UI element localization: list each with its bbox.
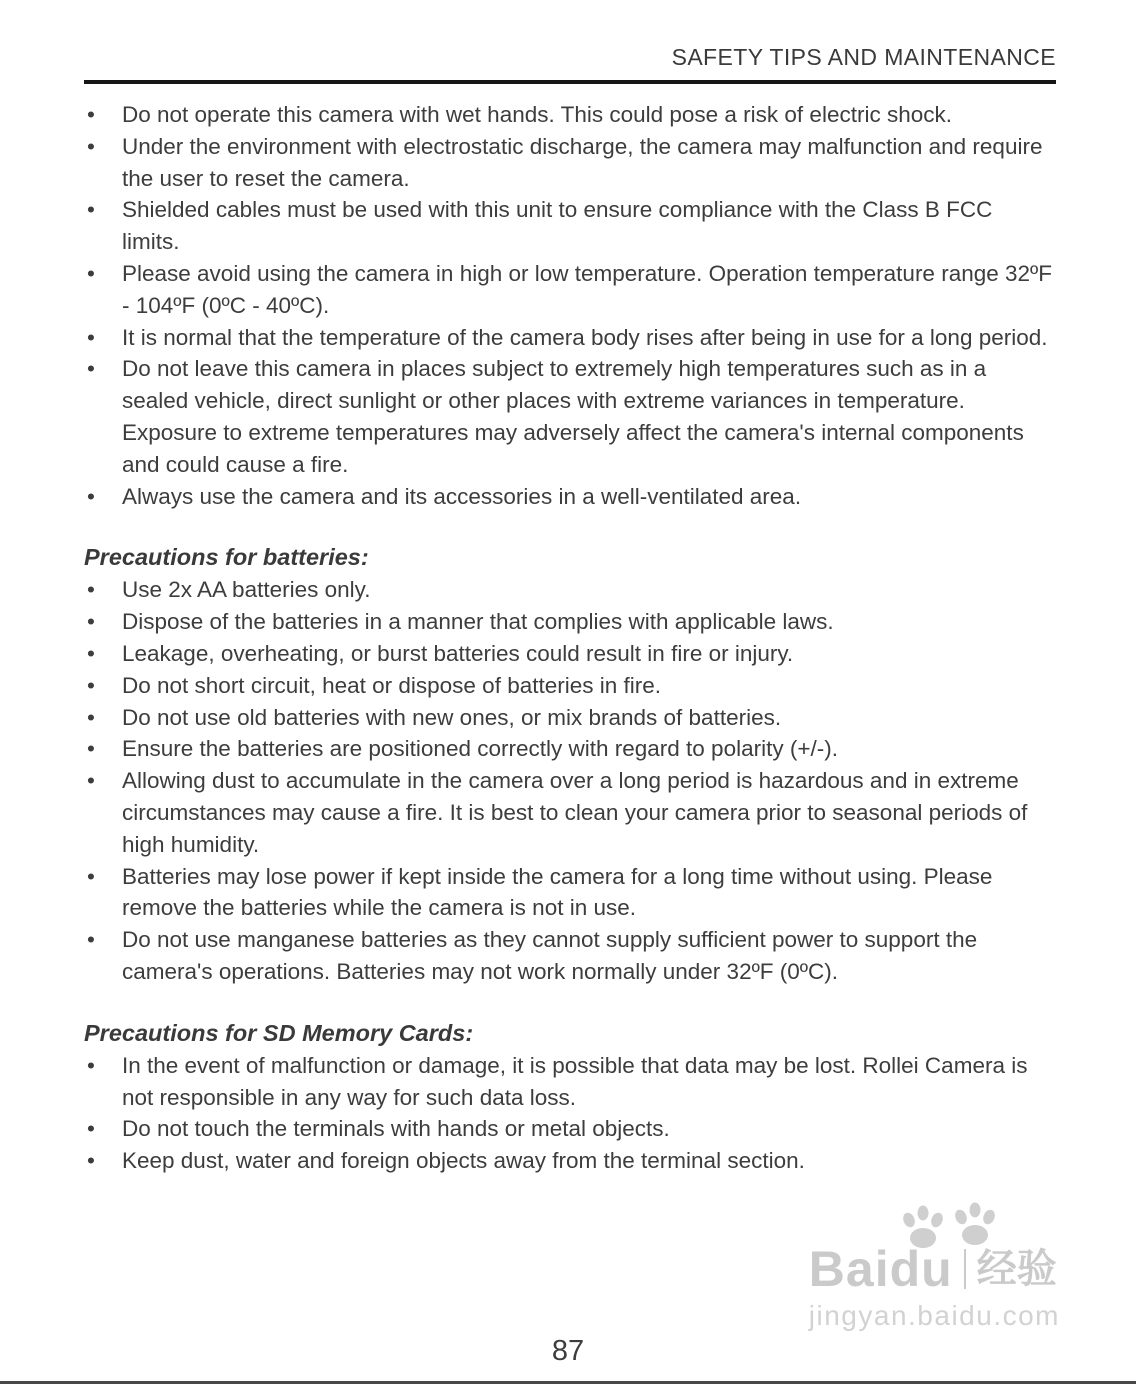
- bullet-item: • Ensure the batteries are positioned correctly with regard to polarity (+/-).: [84, 733, 1056, 765]
- bullet-item: • Do not short circuit, heat or dispose of batteries in fire.: [84, 670, 1056, 702]
- page-header-title: SAFETY TIPS AND MAINTENANCE: [671, 44, 1056, 70]
- bullet-item: • Please avoid using the camera in high or low temperature. Operation temperature range 32ºF - 104ºF (0ºC - 40ºC).: [84, 258, 1056, 322]
- bullet-item: • Allowing dust to accumulate in the camera over a long period is hazardous and in extreme circumstances may cause a fire. It is best to clean your camera prior to seasonal periods of high humidity.: [84, 765, 1056, 860]
- section-heading-sd-cards: Precautions for SD Memory Cards:: [84, 1019, 474, 1046]
- bullet-item: • Under the environment with electrostatic discharge, the camera may malfunction and require the user to reset the camera.: [84, 131, 1056, 195]
- watermark-brand-text: Baidu: [808, 1241, 953, 1297]
- page-number: 87: [551, 1335, 585, 1367]
- bullet-item: • Always use the camera and its accessories in a well-ventilated area.: [84, 481, 1056, 513]
- bullet-item: • Do not touch the terminals with hands or metal objects.: [84, 1113, 1056, 1145]
- watermark-text-row: [808, 1241, 1060, 1297]
- safety-tips-list: [84, 99, 1056, 512]
- sd-card-precautions-list: [84, 1050, 1056, 1177]
- bullet-item: • Do not use old batteries with new ones, or mix brands of batteries.: [84, 702, 1056, 734]
- bullet-item: • Shielded cables must be used with this unit to ensure compliance with the Class B FCC limits.: [84, 194, 1056, 258]
- bullet-item: • Do not use manganese batteries as they cannot supply sufficient power to support the camera's operations. Batteries may not work normally under 32ºF (0ºC).: [84, 924, 1056, 988]
- bullet-item: • In the event of malfunction or damage, it is possible that data may be lost. Rollei Camera is not responsible in any way for such data loss.: [84, 1050, 1056, 1114]
- bullet-item: • Batteries may lose power if kept inside the camera for a long time without using. Please remove the batteries while the camera is not in use.: [84, 861, 1056, 925]
- bullet-item: • Dispose of the batteries in a manner that complies with applicable laws.: [84, 606, 1056, 638]
- section-heading-batteries: Precautions for batteries:: [84, 544, 369, 571]
- watermark-divider: [964, 1249, 966, 1289]
- header-rule: [84, 80, 1056, 84]
- battery-precautions-list: [84, 574, 1056, 987]
- bullet-item: • It is normal that the temperature of the camera body rises after being in use for a long period.: [84, 322, 1056, 354]
- bullet-item: • Use 2x AA batteries only.: [84, 574, 1056, 606]
- bullet-item: • Keep dust, water and foreign objects away from the terminal section.: [84, 1145, 1056, 1177]
- bullet-item: • Do not operate this camera with wet hands. This could pose a risk of electric shock.: [84, 99, 1056, 131]
- bullet-item: • Do not leave this camera in places subject to extremely high temperatures such as in a sealed vehicle, direct sunlight or other places with extreme variances in temperature. Exposure to extreme temperatures may adversely affect the camera's internal components and could cause a fire.: [84, 353, 1056, 480]
- bullet-item: • Leakage, overheating, or burst batteries could result in fire or injury.: [84, 638, 1056, 670]
- watermark-cn-text: 经验: [976, 1247, 1057, 1291]
- baidu-watermark: [809, 1200, 1060, 1332]
- watermark-url: jingyan.baidu.com: [808, 1300, 1060, 1331]
